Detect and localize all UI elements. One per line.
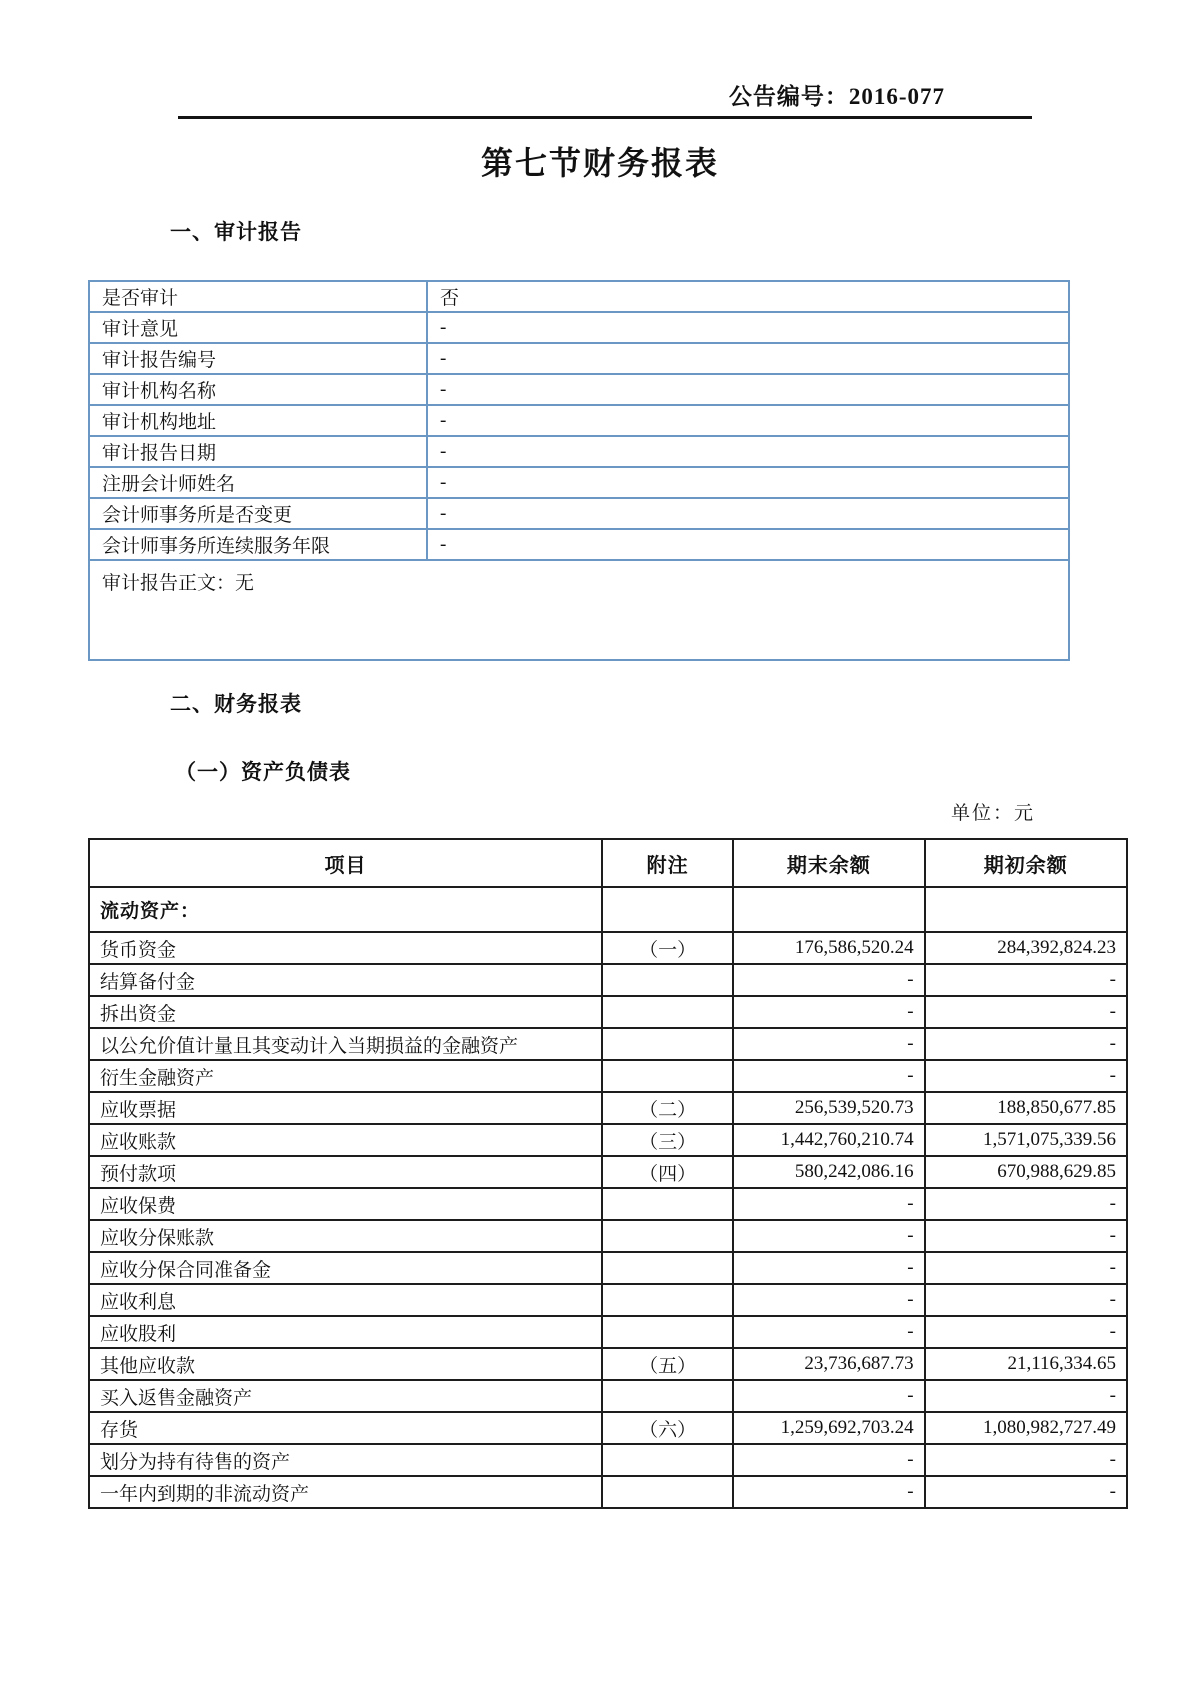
- cell-begin-balance: -: [925, 1316, 1127, 1348]
- cell-note: [602, 996, 733, 1028]
- audit-table-row: [89, 529, 1069, 560]
- balance-sheet-header-row: [89, 839, 1127, 887]
- cell-item: 应收利息: [89, 1284, 602, 1316]
- cell-item: 一年内到期的非流动资产: [89, 1476, 602, 1508]
- table-row: [89, 887, 1127, 932]
- audit-label-cell: 注册会计师姓名: [89, 467, 427, 498]
- cell-begin-balance: 1,571,075,339.56: [925, 1124, 1127, 1156]
- audit-table-row: [89, 405, 1069, 436]
- cell-note: [602, 1252, 733, 1284]
- audit-fulltext-cell: 审计报告正文：无: [89, 560, 1069, 660]
- table-row: [89, 1060, 1127, 1092]
- audit-label-cell: 会计师事务所连续服务年限: [89, 529, 427, 560]
- cell-end-balance: -: [733, 996, 924, 1028]
- cell-item: 划分为持有待售的资产: [89, 1444, 602, 1476]
- cell-end-balance: 176,586,520.24: [733, 932, 924, 964]
- cell-end-balance: -: [733, 1028, 924, 1060]
- announcement-number: 公告编号：2016-077: [728, 84, 945, 109]
- cell-begin-balance: -: [925, 964, 1127, 996]
- cell-note: [602, 1476, 733, 1508]
- cell-note: [602, 1188, 733, 1220]
- audit-label-cell: 审计意见: [89, 312, 427, 343]
- cell-note: [602, 1444, 733, 1476]
- audit-fulltext-row: [89, 560, 1069, 660]
- cell-end-balance: 580,242,086.16: [733, 1156, 924, 1188]
- audit-value-cell: -: [427, 312, 1069, 343]
- cell-begin-balance: 284,392,824.23: [925, 932, 1127, 964]
- cell-begin-balance: -: [925, 1028, 1127, 1060]
- audit-table-row: [89, 498, 1069, 529]
- balance-sheet-table: [88, 838, 1128, 1509]
- cell-begin-balance: -: [925, 1476, 1127, 1508]
- cell-begin-balance: -: [925, 1220, 1127, 1252]
- audit-value-cell: -: [427, 529, 1069, 560]
- audit-value-cell: -: [427, 343, 1069, 374]
- audit-table-row: [89, 467, 1069, 498]
- cell-end-balance: [733, 887, 924, 932]
- table-row: [89, 1220, 1127, 1252]
- cell-begin-balance: 188,850,677.85: [925, 1092, 1127, 1124]
- cell-note: [602, 1284, 733, 1316]
- table-row: [89, 964, 1127, 996]
- audit-value-cell: -: [427, 374, 1069, 405]
- cell-item: 应收股利: [89, 1316, 602, 1348]
- col-end-balance-header: 期末余额: [733, 839, 924, 887]
- cell-item: 应收保费: [89, 1188, 602, 1220]
- table-row: [89, 932, 1127, 964]
- financial-statements-heading: 二、财务报表: [170, 692, 302, 716]
- audit-table-row: [89, 436, 1069, 467]
- cell-item: 买入返售金融资产: [89, 1380, 602, 1412]
- cell-item: 预付款项: [89, 1156, 602, 1188]
- page-title: 第七节财务报表: [480, 145, 719, 181]
- cell-item: 流动资产：: [89, 887, 602, 932]
- cell-item: 存货: [89, 1412, 602, 1444]
- table-row: [89, 1284, 1127, 1316]
- cell-end-balance: -: [733, 1060, 924, 1092]
- cell-item: 应收分保账款: [89, 1220, 602, 1252]
- cell-note: [602, 1380, 733, 1412]
- cell-note: （三）: [602, 1124, 733, 1156]
- table-row: [89, 996, 1127, 1028]
- cell-item: 结算备付金: [89, 964, 602, 996]
- cell-note: [602, 1060, 733, 1092]
- cell-end-balance: 256,539,520.73: [733, 1092, 924, 1124]
- table-row: [89, 1156, 1127, 1188]
- audit-label-cell: 审计机构名称: [89, 374, 427, 405]
- table-row: [89, 1380, 1127, 1412]
- cell-item: 其他应收款: [89, 1348, 602, 1380]
- balance-sheet-body: [89, 887, 1127, 1508]
- cell-end-balance: -: [733, 1476, 924, 1508]
- cell-begin-balance: [925, 887, 1127, 932]
- cell-begin-balance: -: [925, 1284, 1127, 1316]
- cell-note: [602, 1220, 733, 1252]
- cell-end-balance: 1,442,760,210.74: [733, 1124, 924, 1156]
- col-item-header: 项目: [89, 839, 602, 887]
- cell-item: 以公允价值计量且其变动计入当期损益的金融资产: [89, 1028, 602, 1060]
- cell-item: 应收票据: [89, 1092, 602, 1124]
- cell-end-balance: -: [733, 1284, 924, 1316]
- cell-item: 应收分保合同准备金: [89, 1252, 602, 1284]
- table-row: [89, 1348, 1127, 1380]
- audit-label-cell: 会计师事务所是否变更: [89, 498, 427, 529]
- cell-end-balance: 1,259,692,703.24: [733, 1412, 924, 1444]
- table-row: [89, 1092, 1127, 1124]
- table-row: [89, 1476, 1127, 1508]
- cell-begin-balance: -: [925, 996, 1127, 1028]
- balance-sheet-heading: （一）资产负债表: [175, 760, 351, 784]
- cell-end-balance: -: [733, 1316, 924, 1348]
- cell-note: （二）: [602, 1092, 733, 1124]
- cell-end-balance: 23,736,687.73: [733, 1348, 924, 1380]
- table-row: [89, 1316, 1127, 1348]
- cell-begin-balance: -: [925, 1380, 1127, 1412]
- cell-note: [602, 1028, 733, 1060]
- audit-value-cell: -: [427, 498, 1069, 529]
- cell-end-balance: -: [733, 1252, 924, 1284]
- cell-begin-balance: -: [925, 1188, 1127, 1220]
- cell-item: 衍生金融资产: [89, 1060, 602, 1092]
- table-row: [89, 1188, 1127, 1220]
- cell-note: （五）: [602, 1348, 733, 1380]
- audit-table-row: [89, 343, 1069, 374]
- cell-note: （一）: [602, 932, 733, 964]
- audit-value-cell: -: [427, 467, 1069, 498]
- cell-item: 货币资金: [89, 932, 602, 964]
- cell-note: （六）: [602, 1412, 733, 1444]
- audit-label-cell: 审计报告日期: [89, 436, 427, 467]
- cell-begin-balance: 670,988,629.85: [925, 1156, 1127, 1188]
- cell-item: 应收账款: [89, 1124, 602, 1156]
- col-begin-balance-header: 期初余额: [925, 839, 1127, 887]
- cell-end-balance: -: [733, 1380, 924, 1412]
- cell-note: [602, 964, 733, 996]
- audit-table-row: [89, 281, 1069, 312]
- cell-begin-balance: 1,080,982,727.49: [925, 1412, 1127, 1444]
- audit-value-cell: -: [427, 405, 1069, 436]
- cell-note: [602, 887, 733, 932]
- cell-end-balance: -: [733, 964, 924, 996]
- audit-value-cell: 否: [427, 281, 1069, 312]
- col-note-header: 附注: [602, 839, 733, 887]
- cell-end-balance: -: [733, 1188, 924, 1220]
- unit-label: 单位：元: [950, 803, 1035, 824]
- table-row: [89, 1412, 1127, 1444]
- header-divider: [178, 116, 1032, 119]
- table-row: [89, 1028, 1127, 1060]
- cell-note: [602, 1316, 733, 1348]
- table-row: [89, 1252, 1127, 1284]
- cell-item: 拆出资金: [89, 996, 602, 1028]
- cell-begin-balance: 21,116,334.65: [925, 1348, 1127, 1380]
- cell-begin-balance: -: [925, 1252, 1127, 1284]
- cell-begin-balance: -: [925, 1060, 1127, 1092]
- cell-end-balance: -: [733, 1444, 924, 1476]
- cell-note: （四）: [602, 1156, 733, 1188]
- cell-begin-balance: -: [925, 1444, 1127, 1476]
- audit-label-cell: 审计机构地址: [89, 405, 427, 436]
- table-row: [89, 1444, 1127, 1476]
- audit-label-cell: 审计报告编号: [89, 343, 427, 374]
- audit-table-body: [89, 281, 1069, 560]
- cell-end-balance: -: [733, 1220, 924, 1252]
- audit-report-heading: 一、审计报告: [170, 220, 302, 244]
- audit-value-cell: -: [427, 436, 1069, 467]
- audit-table-row: [89, 312, 1069, 343]
- table-row: [89, 1124, 1127, 1156]
- audit-table: [88, 280, 1070, 661]
- audit-table-row: [89, 374, 1069, 405]
- audit-label-cell: 是否审计: [89, 281, 427, 312]
